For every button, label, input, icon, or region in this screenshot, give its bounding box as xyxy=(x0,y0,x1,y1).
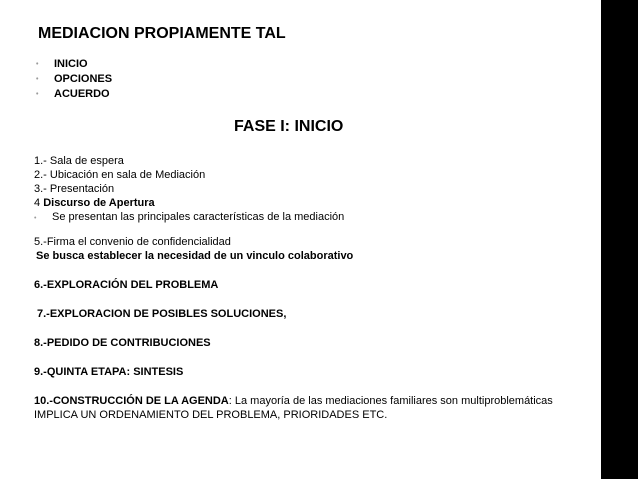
step-4 xyxy=(34,196,553,210)
list-item xyxy=(36,57,112,72)
step-3: 3.- Presentación xyxy=(34,183,115,195)
step-10 xyxy=(34,394,553,408)
step-10-line2: IMPLICA UN ORDENAMIENTO DEL PROBLEMA, PRIORIDADES ETC. xyxy=(34,409,388,421)
step-4-label: Discurso de Apertura xyxy=(43,197,155,209)
step-4-bullet xyxy=(34,210,553,226)
step-4-bullet-text: Se presentan las principales características de la mediación xyxy=(52,211,345,223)
bullet-icon: • xyxy=(36,76,39,83)
step-2: 2.- Ubicación en sala de Mediación xyxy=(34,169,206,181)
step-5: 5.-Firma el convenio de confidencialidad xyxy=(34,236,231,248)
step-7: 7.-EXPLORACION DE POSIBLES SOLUCIONES, xyxy=(37,308,287,320)
step-4-number: 4 xyxy=(34,197,44,209)
bullet-text: INICIO xyxy=(54,58,88,70)
bullet-icon: • xyxy=(34,215,37,222)
bullet-icon: • xyxy=(36,91,39,98)
step-6: 6.-EXPLORACIÓN DEL PROBLEMA xyxy=(34,279,219,291)
step-10-label: 10.-CONSTRUCCIÓN DE LA AGENDA xyxy=(34,395,229,407)
slide-heading: MEDIACION PROPIAMENTE TAL xyxy=(38,25,286,42)
list-item xyxy=(36,72,112,87)
bullet-text: ACUERDO xyxy=(54,88,110,100)
bullet-list xyxy=(36,57,112,102)
phase-title: FASE I: INICIO xyxy=(234,118,344,135)
step-9: 9.-QUINTA ETAPA: SINTESIS xyxy=(34,366,184,378)
step-5-note: Se busca establecer la necesidad de un vinculo colaborativo xyxy=(36,250,354,262)
step-1: 1.- Sala de espera xyxy=(34,155,124,167)
bullet-text: OPCIONES xyxy=(54,73,113,85)
step-10-text: : La mayoría de las mediaciones familiares son multiproblemáticas xyxy=(228,395,553,407)
step-8: 8.-PEDIDO DE CONTRIBUCIONES xyxy=(34,337,211,349)
list-item xyxy=(36,87,112,102)
steps-body xyxy=(34,154,553,422)
bullet-icon: • xyxy=(36,61,39,68)
